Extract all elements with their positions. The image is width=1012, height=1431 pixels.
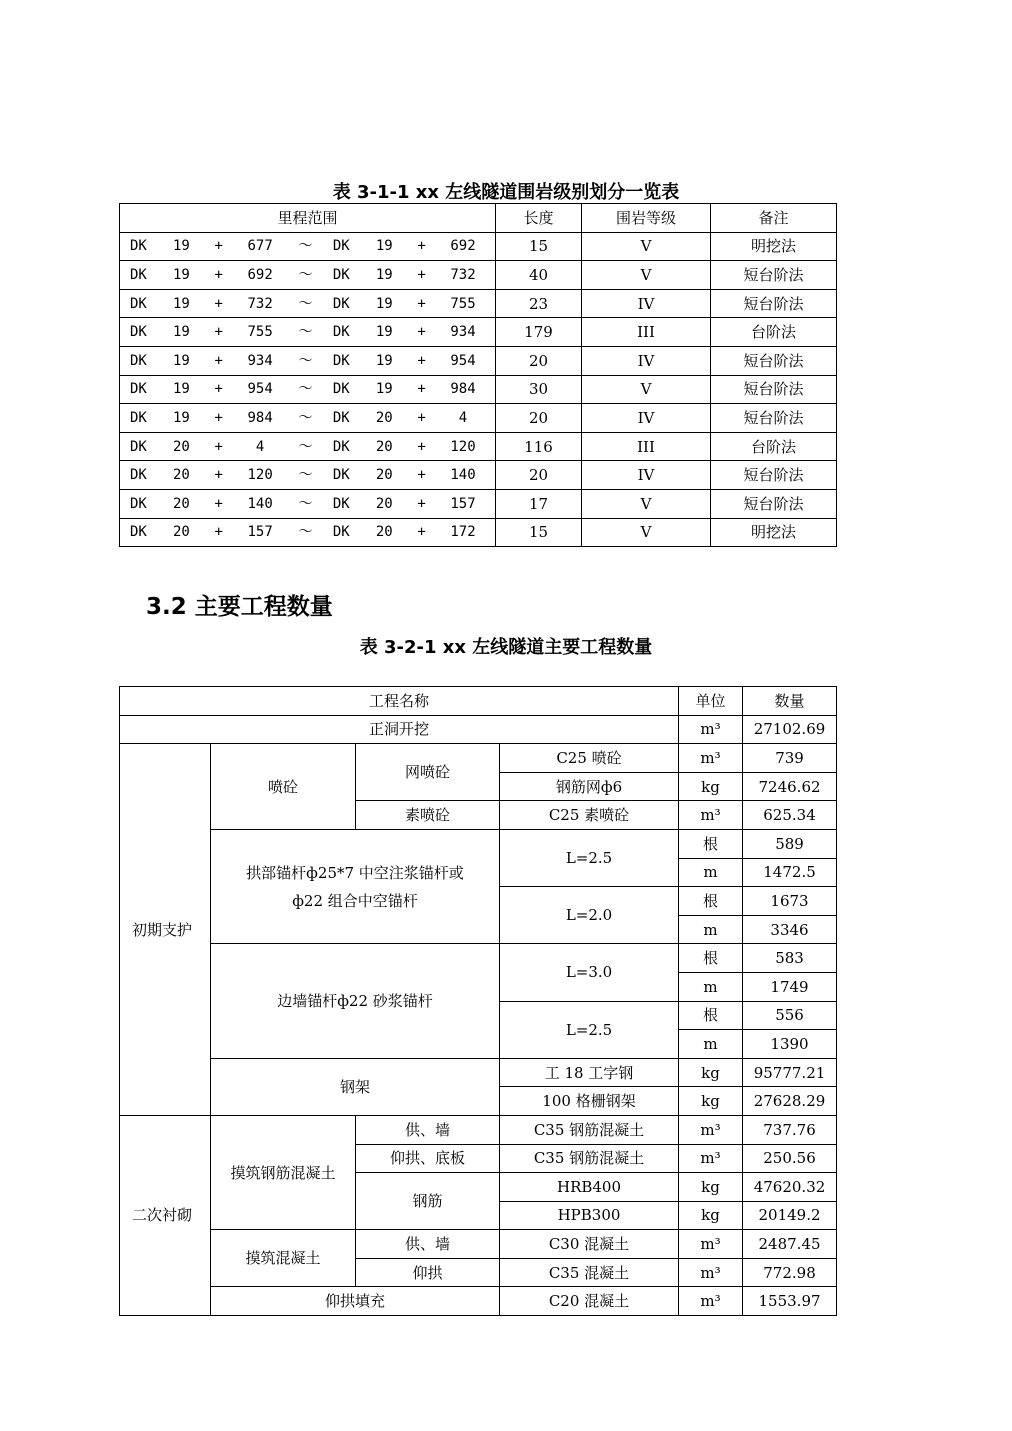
range-part: +: [214, 295, 223, 312]
note-cell: 短台阶法: [711, 289, 837, 318]
grade-cell: V: [582, 518, 711, 547]
quantity-cell: 95777.21: [743, 1058, 837, 1087]
quantity-cell: 250.56: [743, 1144, 837, 1173]
range-part: +: [417, 467, 426, 484]
range-part: DK: [130, 324, 147, 341]
header-range: 里程范围: [120, 204, 496, 233]
table-row: [120, 489, 837, 518]
table-row: [120, 829, 837, 858]
range-cell: [120, 232, 496, 261]
range-part: +: [214, 381, 223, 398]
range-cell: [120, 289, 496, 318]
note-cell: 短台阶法: [711, 346, 837, 375]
unit-cell: kg: [679, 1201, 743, 1230]
range-part: 120: [247, 467, 273, 484]
range-part: 19: [172, 295, 190, 312]
range-part: +: [214, 266, 223, 283]
quantities-table: [119, 686, 837, 1316]
unit-cell: m: [679, 1030, 743, 1059]
range-part: DK: [130, 295, 147, 312]
range-part: +: [214, 238, 223, 255]
unit-cell: m: [679, 972, 743, 1001]
range-part: 19: [172, 238, 190, 255]
range-part: 732: [247, 295, 273, 312]
table-row: [120, 461, 837, 490]
note-cell: 台阶法: [711, 318, 837, 347]
range-part: 140: [247, 495, 273, 512]
quantity-cell: 737.76: [743, 1115, 837, 1144]
grade-cell: III: [582, 432, 711, 461]
range-part: 19: [375, 352, 393, 369]
quantity-cell: 3346: [743, 915, 837, 944]
range-part: 984: [247, 409, 273, 426]
range-cell: [120, 404, 496, 433]
subitem-label: 钢筋: [356, 1173, 500, 1230]
quantity-cell: 1749: [743, 972, 837, 1001]
note-cell: 短台阶法: [711, 461, 837, 490]
range-part: 20: [172, 467, 190, 484]
quantity-cell: 47620.32: [743, 1173, 837, 1202]
subitem-label: 仰拱: [356, 1258, 500, 1287]
range-part: DK: [332, 438, 350, 455]
range-cell: [120, 461, 496, 490]
range-part: ～: [298, 266, 313, 283]
spec-cell: L=2.5: [500, 1001, 679, 1058]
unit-cell: m³: [679, 715, 743, 744]
range-part: DK: [130, 524, 147, 541]
grade-cell: V: [582, 375, 711, 404]
group-label: 初期支护: [120, 744, 211, 1116]
range-part: +: [214, 438, 223, 455]
quantity-cell: 625.34: [743, 801, 837, 830]
grade-cell: V: [582, 261, 711, 290]
table-row: [120, 346, 837, 375]
quantity-cell: 2487.45: [743, 1230, 837, 1259]
quantity-cell: 583: [743, 944, 837, 973]
range-part: 19: [375, 238, 393, 255]
range-part: 4: [255, 438, 265, 455]
range-cell: [120, 261, 496, 290]
range-part: ～: [298, 467, 313, 484]
range-cell: [120, 489, 496, 518]
spec-cell: C35 钢筋混凝土: [500, 1144, 679, 1173]
range-part: 20: [375, 524, 393, 541]
range-part: 20: [172, 438, 190, 455]
range-part: +: [214, 352, 223, 369]
subitem-label: 网喷砼: [356, 744, 500, 801]
range-part: 157: [450, 495, 476, 512]
range-part: ～: [298, 495, 313, 512]
range-part: 984: [450, 381, 476, 398]
range-part: +: [417, 495, 426, 512]
range-cell: [120, 518, 496, 547]
unit-cell: 根: [679, 1001, 743, 1030]
range-part: DK: [130, 467, 147, 484]
note-cell: 短台阶法: [711, 489, 837, 518]
range-part: ～: [298, 438, 313, 455]
grade-cell: IV: [582, 289, 711, 318]
quantity-cell: 20149.2: [743, 1201, 837, 1230]
range-part: 954: [247, 381, 273, 398]
quantity-cell: 7246.62: [743, 772, 837, 801]
range-part: +: [214, 409, 223, 426]
range-cell: [120, 432, 496, 461]
length-cell: 15: [496, 232, 582, 261]
table-row: [120, 375, 837, 404]
spec-cell: L=2.5: [500, 829, 679, 886]
arch-bolt-label-line2: ф22 组合中空锚杆: [292, 891, 418, 910]
grade-cell: IV: [582, 461, 711, 490]
range-part: DK: [130, 381, 147, 398]
range-part: DK: [130, 238, 147, 255]
range-part: 692: [247, 266, 273, 283]
range-part: +: [417, 238, 426, 255]
subgroup-label: 摸筑混凝土: [211, 1230, 356, 1287]
unit-cell: m³: [679, 744, 743, 773]
unit-cell: kg: [679, 1173, 743, 1202]
range-part: +: [417, 381, 426, 398]
length-cell: 20: [496, 346, 582, 375]
range-part: DK: [332, 409, 350, 426]
note-cell: 短台阶法: [711, 261, 837, 290]
table1-caption: 表 3-1-1 xx 左线隧道围岩级别划分一览表: [332, 182, 680, 203]
table-row: [120, 232, 837, 261]
unit-cell: 根: [679, 944, 743, 973]
range-part: +: [417, 409, 426, 426]
arch-bolt-label-line1: 拱部锚杆ф25*7 中空注浆锚杆或: [246, 863, 464, 882]
spec-cell: C20 混凝土: [500, 1287, 679, 1316]
note-cell: 台阶法: [711, 432, 837, 461]
length-cell: 179: [496, 318, 582, 347]
range-part: ～: [298, 381, 313, 398]
range-part: 732: [450, 266, 476, 283]
table2-caption: 表 3-2-1 xx 左线隧道主要工程数量: [359, 637, 653, 658]
subgroup-label: 边墙锚杆ф22 砂浆锚杆: [211, 944, 500, 1058]
subitem-label: 仰拱、底板: [356, 1144, 500, 1173]
rock-grade-table: [119, 203, 837, 547]
unit-cell: m³: [679, 1258, 743, 1287]
unit-cell: m: [679, 915, 743, 944]
quantity-cell: 1390: [743, 1030, 837, 1059]
range-part: +: [214, 495, 223, 512]
range-part: 157: [247, 524, 273, 541]
table-row: [120, 944, 837, 973]
header-item-name: 工程名称: [120, 687, 679, 716]
range-part: DK: [332, 352, 350, 369]
spec-cell: C35 钢筋混凝土: [500, 1115, 679, 1144]
range-part: 934: [450, 324, 476, 341]
range-part: 20: [172, 495, 190, 512]
range-part: 20: [375, 495, 393, 512]
unit-cell: m³: [679, 801, 743, 830]
range-cell: [120, 346, 496, 375]
length-cell: 15: [496, 518, 582, 547]
unit-cell: m: [679, 858, 743, 887]
note-cell: 短台阶法: [711, 404, 837, 433]
unit-cell: m³: [679, 1230, 743, 1259]
table-row: [120, 261, 837, 290]
range-part: 19: [172, 409, 190, 426]
quantity-cell: 556: [743, 1001, 837, 1030]
range-part: +: [417, 266, 426, 283]
range-part: 19: [172, 381, 190, 398]
header-note: 备注: [711, 204, 837, 233]
quantity-cell: 27102.69: [743, 715, 837, 744]
range-part: DK: [130, 495, 147, 512]
range-part: 20: [172, 524, 190, 541]
length-cell: 20: [496, 461, 582, 490]
spec-cell: L=3.0: [500, 944, 679, 1001]
quantity-cell: 1472.5: [743, 858, 837, 887]
quantity-cell: 772.98: [743, 1258, 837, 1287]
note-cell: 短台阶法: [711, 375, 837, 404]
quantity-cell: 27628.29: [743, 1087, 837, 1116]
grade-cell: IV: [582, 404, 711, 433]
range-cell: [120, 318, 496, 347]
range-part: DK: [332, 467, 350, 484]
note-cell: 明挖法: [711, 518, 837, 547]
spec-cell: L=2.0: [500, 887, 679, 944]
range-part: DK: [332, 295, 350, 312]
range-part: ～: [298, 409, 313, 426]
range-part: +: [214, 467, 223, 484]
range-part: DK: [130, 409, 147, 426]
grade-cell: III: [582, 318, 711, 347]
subitem-label: 供、墙: [356, 1115, 500, 1144]
spec-cell: C25 素喷砼: [500, 801, 679, 830]
header-unit: 单位: [679, 687, 743, 716]
range-part: 954: [450, 352, 476, 369]
section-heading: 3.2 主要工程数量: [146, 594, 333, 620]
unit-cell: m³: [679, 1287, 743, 1316]
unit-cell: 根: [679, 887, 743, 916]
length-cell: 40: [496, 261, 582, 290]
range-part: 19: [375, 324, 393, 341]
spec-cell: C25 喷砼: [500, 744, 679, 773]
spec-cell: 钢筋网ф6: [500, 772, 679, 801]
header-grade: 围岩等级: [582, 204, 711, 233]
range-part: ～: [298, 524, 313, 541]
range-part: DK: [332, 324, 350, 341]
table-row: [120, 518, 837, 547]
spec-cell: HRB400: [500, 1173, 679, 1202]
spec-cell: 工 18 工字钢: [500, 1058, 679, 1087]
quantity-cell: 739: [743, 744, 837, 773]
range-part: DK: [332, 266, 350, 283]
table-row: [120, 318, 837, 347]
unit-cell: kg: [679, 772, 743, 801]
subgroup-label: 仰拱填充: [211, 1287, 500, 1316]
range-part: DK: [332, 381, 350, 398]
unit-cell: 根: [679, 829, 743, 858]
table-row: [120, 1058, 837, 1087]
subgroup-label: 喷砼: [211, 744, 356, 830]
grade-cell: V: [582, 489, 711, 518]
table-header-row: [120, 204, 837, 233]
range-part: 20: [375, 467, 393, 484]
subitem-label: 供、墙: [356, 1230, 500, 1259]
range-part: 692: [450, 238, 476, 255]
table-row: [120, 432, 837, 461]
length-cell: 23: [496, 289, 582, 318]
unit-cell: kg: [679, 1087, 743, 1116]
unit-cell: kg: [679, 1058, 743, 1087]
range-part: DK: [130, 438, 147, 455]
subgroup-label: 摸筑钢筋混凝土: [211, 1115, 356, 1229]
range-part: +: [417, 524, 426, 541]
range-part: DK: [332, 524, 350, 541]
group-label: 二次衬砌: [120, 1115, 211, 1315]
table-row: [120, 1230, 837, 1259]
range-part: 19: [172, 352, 190, 369]
range-part: 934: [247, 352, 273, 369]
range-part: ～: [298, 238, 313, 255]
range-part: 19: [375, 295, 393, 312]
subgroup-label: [211, 829, 500, 943]
length-cell: 116: [496, 432, 582, 461]
note-cell: 明挖法: [711, 232, 837, 261]
spec-cell: HPB300: [500, 1201, 679, 1230]
header-quantity: 数量: [743, 687, 837, 716]
range-part: DK: [130, 352, 147, 369]
item-name: 正洞开挖: [120, 715, 679, 744]
quantity-cell: 1673: [743, 887, 837, 916]
unit-cell: m³: [679, 1115, 743, 1144]
range-part: 19: [172, 266, 190, 283]
range-part: DK: [332, 495, 350, 512]
range-part: +: [417, 324, 426, 341]
table-row: [120, 1287, 837, 1316]
range-part: DK: [332, 238, 350, 255]
subgroup-label: 钢架: [211, 1058, 500, 1115]
length-cell: 30: [496, 375, 582, 404]
range-part: ～: [298, 324, 313, 341]
range-part: 19: [375, 381, 393, 398]
quantity-cell: 1553.97: [743, 1287, 837, 1316]
range-part: 20: [375, 409, 393, 426]
range-part: ～: [298, 295, 313, 312]
range-part: 140: [450, 467, 476, 484]
range-part: 20: [375, 438, 393, 455]
length-cell: 17: [496, 489, 582, 518]
table-header-row: [120, 687, 837, 716]
range-part: 755: [450, 295, 476, 312]
range-part: 677: [247, 238, 273, 255]
range-part: 19: [375, 266, 393, 283]
range-part: DK: [130, 266, 147, 283]
table-row: [120, 404, 837, 433]
table-row: [120, 1115, 837, 1144]
table-row: [120, 289, 837, 318]
spec-cell: C35 混凝土: [500, 1258, 679, 1287]
range-part: ～: [298, 352, 313, 369]
length-cell: 20: [496, 404, 582, 433]
range-part: +: [214, 324, 223, 341]
range-part: +: [417, 352, 426, 369]
range-part: 19: [172, 324, 190, 341]
header-length: 长度: [496, 204, 582, 233]
quantity-cell: 589: [743, 829, 837, 858]
unit-cell: m³: [679, 1144, 743, 1173]
grade-cell: V: [582, 232, 711, 261]
range-part: 172: [450, 524, 476, 541]
subitem-label: 素喷砼: [356, 801, 500, 830]
range-part: +: [417, 295, 426, 312]
range-part: +: [417, 438, 426, 455]
range-part: +: [214, 524, 223, 541]
spec-cell: 100 格栅钢架: [500, 1087, 679, 1116]
table-row: [120, 744, 837, 773]
spec-cell: C30 混凝土: [500, 1230, 679, 1259]
range-part: 4: [458, 409, 468, 426]
table-row: [120, 715, 837, 744]
range-part: 755: [247, 324, 273, 341]
range-part: 120: [450, 438, 476, 455]
grade-cell: IV: [582, 346, 711, 375]
range-cell: [120, 375, 496, 404]
